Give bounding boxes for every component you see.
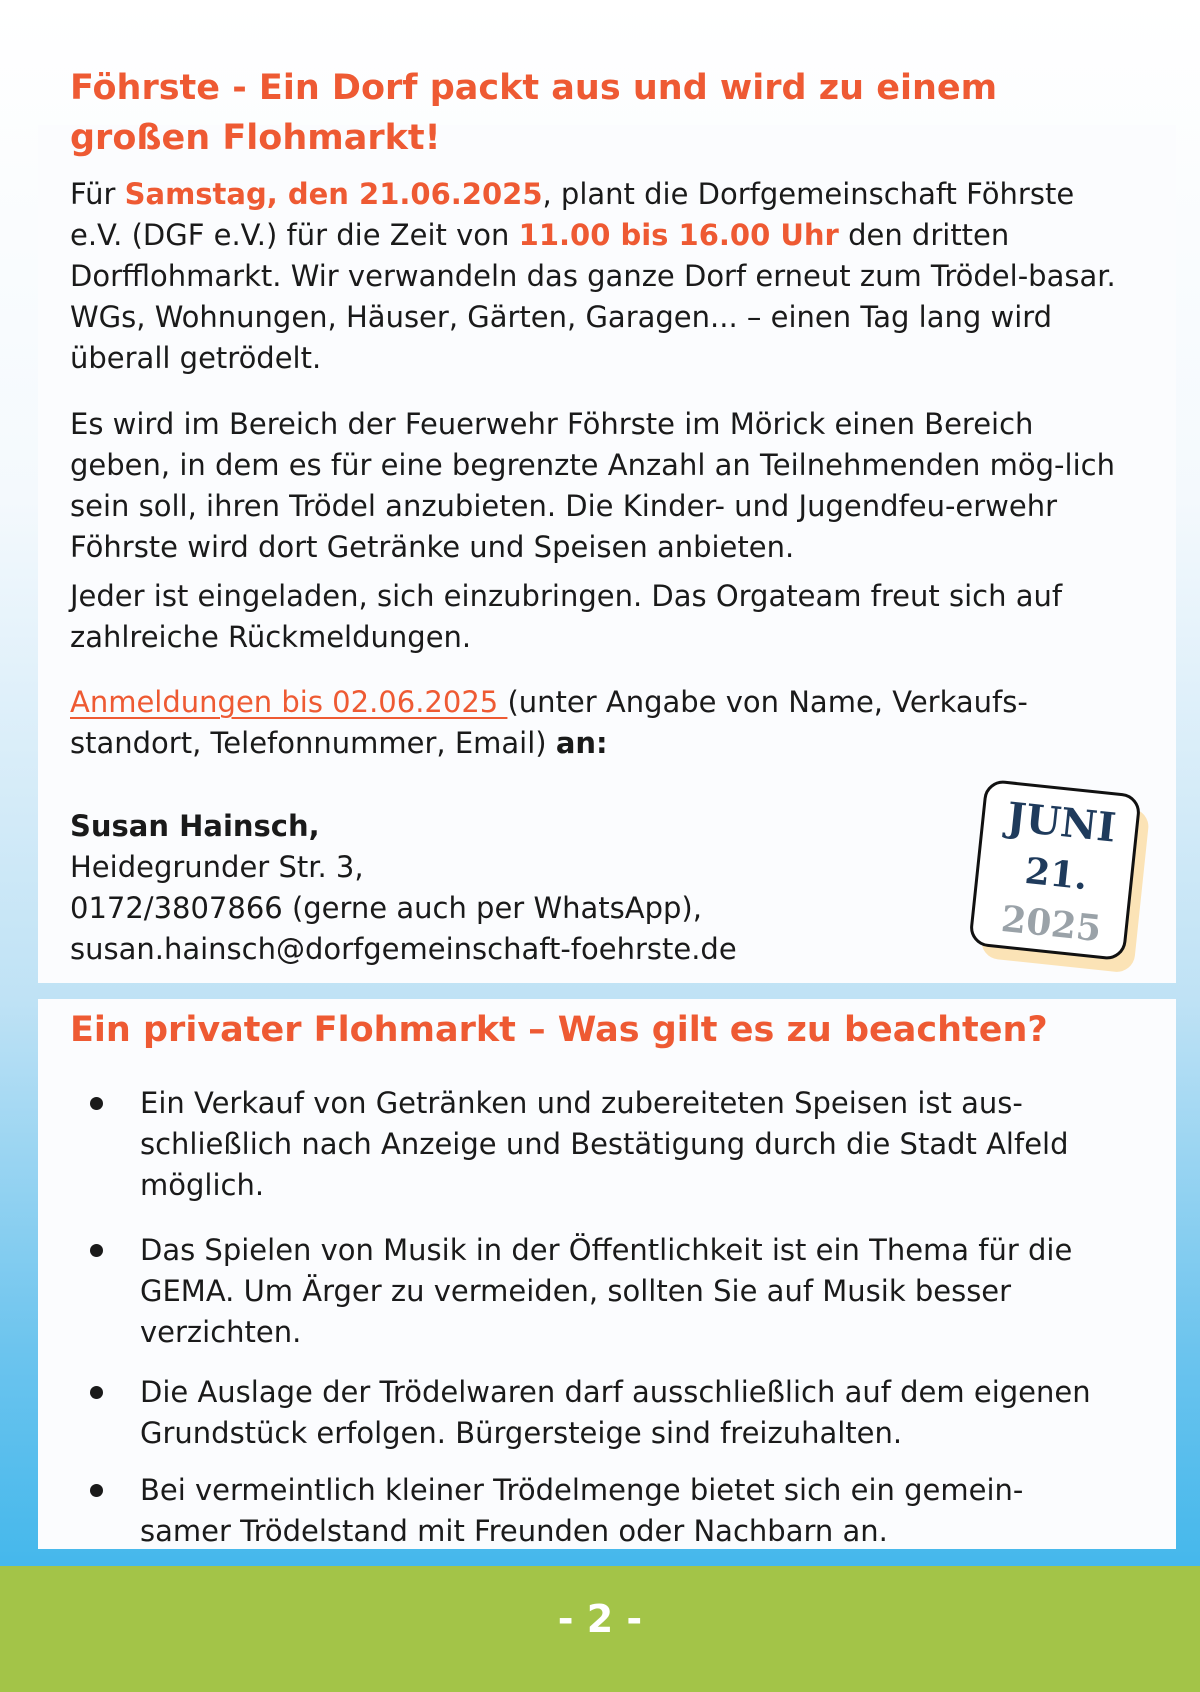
intro-text-c: den dritten Dorfflohmarkt. Wir verwandeln das ganze Dorf erneut zum Trödel-basar. WGs, Wohnungen, Häuser, Gärten, Garagen... – einen Tag lang wird überall getrödelt.	[70, 218, 1116, 375]
intro-text-a: Für	[70, 177, 125, 211]
rule-text: Ein Verkauf von Getränken und zubereiteten Speisen ist aus-schließlich nach Anzeige und Bestätigung durch die Stadt Alfeld möglich.	[140, 1086, 1069, 1202]
calendar-day: 21.	[1022, 849, 1090, 899]
bullet-icon	[90, 1386, 103, 1399]
intro-paragraph	[70, 174, 1130, 379]
bullet-icon	[90, 1097, 103, 1110]
registration-paragraph	[70, 682, 1130, 764]
contact-street: Heidegrunder Str. 3,	[70, 850, 364, 884]
bullet-icon	[90, 1484, 103, 1497]
rule-text: Das Spielen von Musik in der Öffentlichkeit ist ein Thema für die GEMA. Um Ärger zu vermeiden, sollten Sie auf Musik besser verzichten.	[140, 1233, 1073, 1349]
rules-title: Ein privater Flohmarkt – Was gilt es zu beachten?	[70, 1010, 1048, 1050]
calendar-year: 2025	[999, 897, 1104, 951]
contact-phone: 0172/3807866 (gerne auch per WhatsApp),	[70, 891, 702, 925]
invitation-paragraph: Jeder ist eingeladen, sich einzubringen. Das Orgateam freut sich auf zahlreiche Rückmeldungen.	[70, 579, 1063, 654]
page-number: - 2 -	[557, 1597, 643, 1641]
rule-text: Die Auslage der Trödelwaren darf ausschließlich auf dem eigenen Grundstück erfolgen. Bürgersteige sind freizuhalten.	[140, 1375, 1091, 1450]
contact-name: Susan Hainsch,	[70, 809, 320, 843]
list-item	[70, 1372, 1110, 1454]
article-title: Föhrste - Ein Dorf packt aus und wird zu einem großen Flohmarkt!	[70, 68, 998, 158]
contact-email: susan.hainsch@dorfgemeinschaft-foehrste.de	[70, 932, 737, 966]
list-item	[70, 1083, 1110, 1206]
intro-text-b: , plant die Dorfgemeinschaft Föhrste e.V. (DGF e.V.) für die Zeit von	[70, 177, 1075, 252]
rule-text: Bei vermeintlich kleiner Trödelmenge bietet sich ein gemein-samer Trödelstand mit Freunden oder Nachbarn an.	[140, 1473, 1024, 1548]
registration-an: an:	[555, 726, 608, 760]
calendar-date-icon	[966, 778, 1156, 978]
fire-station-paragraph: Es wird im Bereich der Feuerwehr Föhrste im Mörick einen Bereich geben, in dem es für eine begrenzte Anzahl an Teilnehmenden mög-lich sein soll, ihren Trödel anzubieten. Die Kinder- und Jugendfeu-erwehr Föhrste wird dort Getränke und Speisen anbieten.	[70, 407, 1115, 564]
event-date: Samstag, den 21.06.2025	[124, 177, 543, 211]
calendar-month: JUNI	[1004, 793, 1119, 852]
event-time: 11.00 bis 16.00 Uhr	[518, 218, 839, 252]
list-item	[70, 1470, 1110, 1552]
contact-block	[70, 806, 950, 970]
bullet-icon	[90, 1244, 103, 1257]
registration-deadline: Anmeldungen bis 02.06.2025	[70, 685, 508, 719]
registration-details: (unter Angabe von Name, Verkaufs-standort, Telefonnummer, Email)	[70, 685, 1028, 760]
list-item	[70, 1230, 1110, 1353]
